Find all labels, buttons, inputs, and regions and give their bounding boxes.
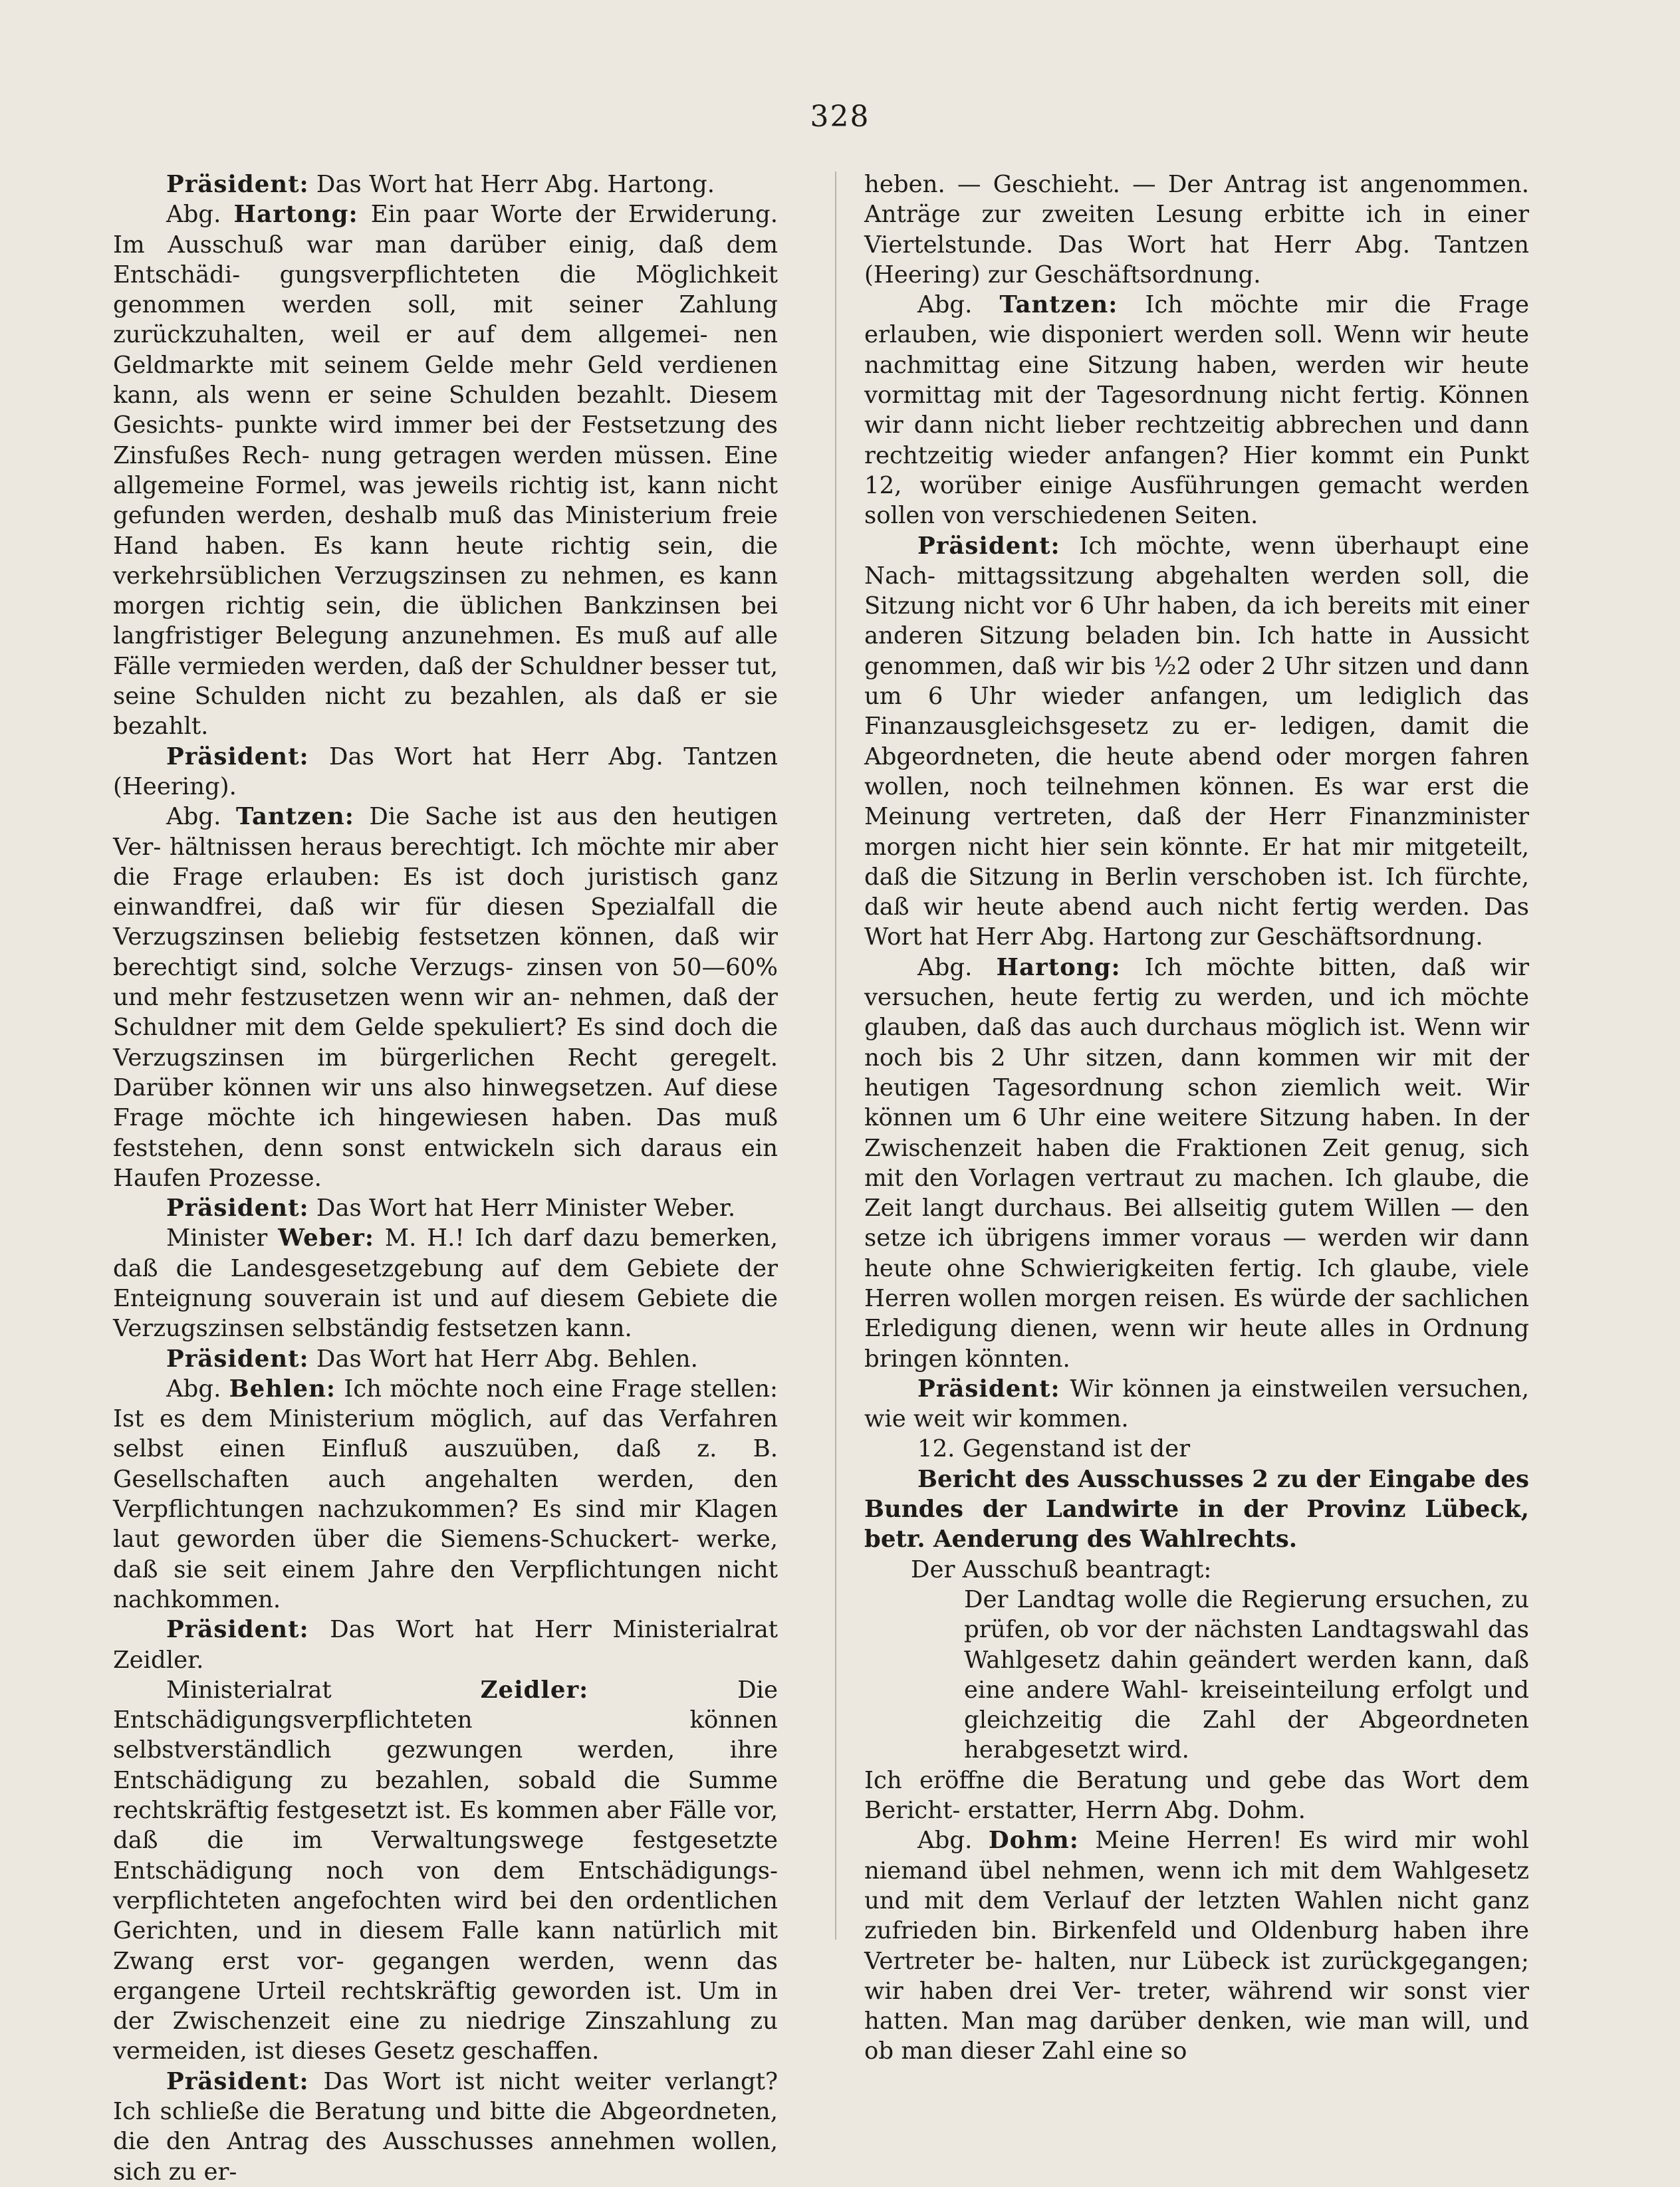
paragraph-text: Ich eröffne die Beratung und gebe das Wort dem Bericht- erstatter, Herrn Abg. Dohm.	[864, 1766, 1529, 1825]
paragraph	[864, 1374, 1529, 1435]
page-number: 328	[810, 100, 870, 134]
speaker-name: Präsident:	[917, 532, 1060, 560]
speaker-name: Weber:	[278, 1224, 374, 1252]
speaker-name: Behlen:	[229, 1375, 336, 1403]
speaker-role: Abg.	[166, 201, 234, 229]
paragraph-text: M. H.! Ich darf dazu bemerken, daß die Landesgesetzgebung auf dem Gebiete der Enteignung souverain ist und auf diesem Gebiete die Verzugszinsen selbständig festsetzen kann.	[113, 1224, 779, 1343]
paragraph	[113, 1374, 778, 1615]
paragraph	[864, 290, 1529, 530]
right-column	[864, 170, 1529, 2067]
speaker-name: Präsident:	[166, 1616, 309, 1644]
speaker-name: Hartong:	[233, 201, 358, 229]
paragraph-text: Ich möchte bitten, daß wir versuchen, heute fertig zu werden, und ich möchte glauben, daß das auch durchaus möglich ist. Wenn wir noch bis 2 Uhr sitzen, dann kommen wir mit der heutigen Tagesordnung schon ziemlich weit. Wir können um 6 Uhr eine weitere Sitzung haben. In der Zwischenzeit haben die Fraktionen Zeit genug, sich mit den Vorlagen vertraut zu machen. Ich glaube, die Zeit langt durchaus. Bei allseitig gutem Willen — den setze ich übrigens immer voraus — werden wir dann heute ohne Schwierigkeiten fertig. Ich glaube, viele Herren wollen morgen reisen. Es würde der sachlichen Erledigung dienen, wenn wir heute alles in Ordnung bringen könnten.	[864, 953, 1530, 1373]
paragraph	[864, 953, 1529, 1374]
paragraph	[864, 531, 1529, 953]
paragraph	[113, 1615, 778, 1675]
paragraph-text: Ich möchte mir die Frage erlauben, wie disponiert werden soll. Wenn wir heute nachmittag eine Sitzung haben, werden wir heute vormittag mit der Tagesordnung nicht fertig. Können wir dann nicht lieber rechtzeitig abbrechen und dann rechtzeitig wieder anfangen? Hier kommt ein Punkt 12, worüber einige Ausführungen gemacht werden sollen von verschiedenen Seiten.	[864, 291, 1530, 530]
paragraph-text: Das Wort hat Herr Abg. Hartong.	[308, 171, 715, 198]
paragraph	[113, 802, 778, 1193]
paragraph	[864, 1585, 1529, 1766]
paragraph-text: Der Landtag wolle die Regierung ersuchen, zu prüfen, ob vor der nächsten Landtagswahl das Wahlgesetz dahin geändert werden kann, daß eine andere Wahl- kreiseinteilung erfolgt und gleichzeitig die Zahl der Abgeordneten herabgesetzt wird.	[964, 1585, 1529, 1764]
paragraph	[864, 1434, 1529, 1464]
paragraph	[864, 1825, 1529, 2066]
paragraph	[113, 199, 778, 741]
paragraph	[113, 2067, 778, 2187]
paragraph	[113, 742, 778, 802]
speaker-name: Präsident:	[166, 1345, 309, 1373]
speaker-role: Abg.	[917, 291, 1000, 319]
paragraph	[113, 170, 778, 199]
paragraph	[864, 170, 1529, 290]
speaker-role: Abg.	[917, 953, 997, 981]
paragraph-text: Bericht des Ausschusses 2 zu der Eingabe des Bundes der Landwirte in der Provinz Lübeck, betr. Aenderung des Wahlrechts.	[864, 1465, 1529, 1554]
paragraph-text: Ein paar Worte der Erwiderung. Im Ausschuß war man darüber einig, daß dem Entschädi- gungsverpflichteten die Möglichkeit genommen werden soll, mit seiner Zahlung zurückzuhalten, weil er auf dem allgemei- nen Geldmarkte mit seinem Gelde mehr Geld verdienen kann, als wenn er seine Schulden bezahlt. Diesem Gesichts- punkte wird immer bei der Festsetzung des Zinsfußes Rech- nung getragen werden müssen. Eine allgemeine Formel, was jeweils richtig ist, kann nicht gefunden werden, deshalb muß das Ministerium freie Hand haben. Es kann heute richtig sein, die verkehrsüblichen Verzugszinsen zu nehmen, es kann morgen richtig sein, die üblichen Bankzinsen bei langfristiger Belegung anzunehmen. Es muß auf alle Fälle vermieden werden, daß der Schuldner besser tut, seine Schulden nicht zu bezahlen, als daß er sie bezahlt.	[113, 201, 778, 741]
speaker-name: Zeidler:	[480, 1676, 589, 1704]
paragraph-text: Das Wort hat Herr Abg. Tantzen (Heering).	[113, 743, 778, 800]
paragraph-text: 12. Gegenstand ist der	[917, 1435, 1191, 1463]
paragraph-text: Das Wort hat Herr Ministerialrat Zeidler.	[113, 1616, 778, 1674]
speaker-name: Tantzen:	[999, 291, 1118, 319]
speaker-name: Präsident:	[166, 743, 309, 770]
speaker-name: Tantzen:	[235, 803, 354, 831]
speaker-role: Ministerialrat	[166, 1676, 481, 1704]
paragraph-text: Die Entschädigungsverpflichteten können selbstverständlich gezwungen werden, ihre Entschädigung zu bezahlen, sobald die Summe rechtskräftig festgesetzt ist. Es kommen aber Fälle vor, daß die im Verwaltungswege festgesetzte Entschädigung noch von dem Entschädigungs- verpflichteten angefochten wird bei den ordentlichen Gerichten, und in diesem Falle kann natürlich mit Zwang erst vor- gegangen werden, wenn das ergangene Urteil rechtskräftig geworden ist. Um in der Zwischenzeit eine zu niedrige Zinszahlung zu vermeiden, ist dieses Gesetz geschaffen.	[113, 1676, 778, 2065]
speaker-name: Dohm:	[988, 1827, 1079, 1855]
paragraph	[864, 1464, 1529, 1555]
speaker-role: Abg.	[166, 803, 236, 831]
left-column	[113, 170, 778, 2187]
paragraph	[113, 1344, 778, 1374]
paragraph	[113, 1223, 778, 1343]
paragraph	[113, 1193, 778, 1223]
paragraph-text: heben. — Geschieht. — Der Antrag ist angenommen. Anträge zur zweiten Lesung erbitte ich in einer Viertelstunde. Das Wort hat Herr Abg. Tantzen (Heering) zur Geschäftsordnung.	[864, 171, 1529, 288]
speaker-name: Präsident:	[166, 2067, 309, 2095]
paragraph-text: Die Sache ist aus den heutigen Ver- hältnissen heraus berechtigt. Ich möchte mir aber die Frage erlauben: Es ist doch juristisch ganz einwandfrei, daß wir für diesen Spezialfall die Verzugszinsen beliebig festsetzen können, daß wir berechtigt sind, solche Verzugs- zinsen von 50—60% und mehr festzusetzen wenn wir an- nehmen, daß der Schuldner mit dem Gelde spekuliert? Es sind doch die Verzugszinsen im bürgerlichen Recht geregelt. Darüber können wir uns also hinwegsetzen. Auf diese Frage möchte ich hingewiesen haben. Das muß feststehen, denn sonst entwickeln sich daraus ein Haufen Prozesse.	[113, 803, 779, 1192]
paragraph-text: Das Wort hat Herr Abg. Behlen.	[308, 1345, 698, 1373]
paragraph-text: Das Wort hat Herr Minister Weber.	[308, 1195, 736, 1222]
paragraph-text: Ich möchte noch eine Frage stellen: Ist es dem Ministerium möglich, auf das Verfahren selbst einen Einfluß auszuüben, daß z. B. Gesellschaften auch angehalten werden, den Verpflichtungen nachzukommen? Es sind mir Klagen laut geworden über die Siemens-Schuckert- werke, daß sie seit einem Jahre den Verpflichtungen nicht nachkommen.	[113, 1375, 778, 1613]
speaker-name: Präsident:	[166, 171, 309, 198]
speaker-role: Abg.	[917, 1827, 989, 1855]
speaker-name: Hartong:	[996, 953, 1121, 981]
paragraph	[113, 1675, 778, 2067]
speaker-role: Minister	[166, 1224, 279, 1252]
paragraph	[864, 1555, 1529, 1585]
paragraph-text: Meine Herren! Es wird mir wohl niemand übel nehmen, wenn ich mit dem Wahlgesetz und mit dem Verlauf der letzten Wahlen nicht ganz zufrieden bin. Birkenfeld und Oldenburg haben ihre Vertreter be- halten, nur Lübeck ist zurückgegangen; wir haben drei Ver- treter, während wir sonst vier hatten. Man mag darüber denken, wie man will, und ob man dieser Zahl eine so	[864, 1827, 1529, 2065]
paragraph-text: Wir können ja einstweilen versuchen, wie weit wir kommen.	[864, 1375, 1529, 1433]
speaker-name: Präsident:	[166, 1195, 309, 1222]
paragraph-text: Das Wort ist nicht weiter verlangt? Ich schließe die Beratung und bitte die Abgeordneten, die den Antrag des Ausschusses annehmen wollen, sich zu er-	[113, 2067, 778, 2186]
paragraph-text: Ich möchte, wenn überhaupt eine Nach- mittagssitzung abgehalten werden soll, die Sitzung nicht vor 6 Uhr haben, da ich bereits mit einer anderen Sitzung beladen bin. Ich hatte in Aussicht genommen, daß wir bis ½2 oder 2 Uhr sitzen und dann um 6 Uhr wieder anfangen, um lediglich das Finanzausgleichsgesetz zu er- ledigen, damit die Abgeordneten, die heute abend oder morgen fahren wollen, noch teilnehmen können. Es war erst die Meinung vertreten, daß der Herr Finanzminister morgen nicht hier sein könnte. Er hat mir mitgeteilt, daß die Sitzung in Berlin verschoben ist. Ich fürchte, daß wir heute abend auch nicht fertig werden. Das Wort hat Herr Abg. Hartong zur Geschäftsordnung.	[864, 532, 1529, 951]
paragraph-text: Der Ausschuß beantragt:	[911, 1555, 1212, 1583]
column-divider	[835, 172, 836, 1940]
speaker-role: Abg.	[166, 1375, 229, 1403]
speaker-name: Präsident:	[917, 1375, 1060, 1403]
paragraph	[864, 1766, 1529, 1826]
